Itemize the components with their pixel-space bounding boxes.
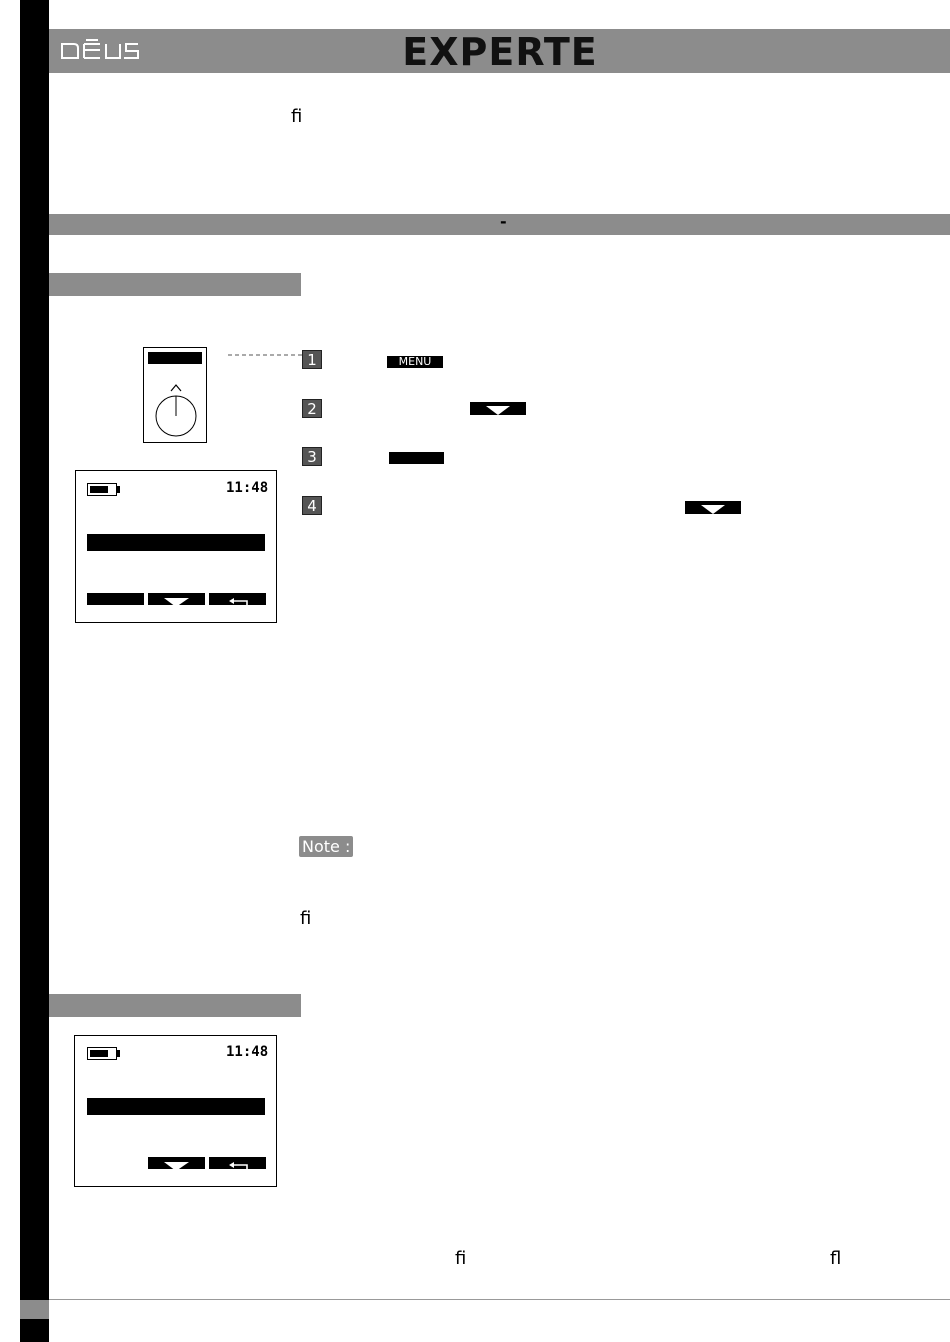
step-badge-2: 2 <box>302 399 322 418</box>
back-arrow-icon <box>209 596 266 608</box>
blank-key <box>389 452 444 464</box>
down-key <box>470 402 526 415</box>
text-fragment: ﬁ <box>300 908 312 929</box>
lcd-softkey-down <box>148 1157 205 1169</box>
device-key <box>148 352 202 364</box>
page-tab <box>20 1300 49 1319</box>
note-label: Note : <box>299 836 353 857</box>
down-arrow-icon <box>148 1160 205 1172</box>
section-separator: - <box>500 212 507 231</box>
subsection-bar <box>49 273 301 296</box>
down-arrow-icon <box>685 503 741 516</box>
knob-icon <box>152 382 200 438</box>
text-fragment: ﬁ <box>455 1248 467 1269</box>
down-key <box>685 501 741 514</box>
left-margin-bar <box>20 0 49 1342</box>
down-arrow-icon <box>470 404 526 417</box>
page-title: EXPERTE <box>402 30 598 74</box>
down-arrow-icon <box>148 596 205 608</box>
step-badge-4: 4 <box>302 496 322 515</box>
lcd-screen <box>75 470 277 623</box>
footer-rule <box>49 1299 950 1300</box>
lcd-softkey-back <box>209 593 266 605</box>
lcd-clock: 11:48 <box>226 480 269 496</box>
lcd-softkey-1 <box>87 593 144 605</box>
leader-line <box>228 352 304 360</box>
battery-icon <box>87 1047 121 1061</box>
menu-key: MENU <box>387 356 443 368</box>
subsection-bar <box>49 994 301 1017</box>
lcd-softkey-down <box>148 593 205 605</box>
step-badge-1: 1 <box>302 350 322 369</box>
step-badge-3: 3 <box>302 447 322 466</box>
lcd-clock: 11:48 <box>226 1044 269 1060</box>
lcd-highlight-bar <box>87 1098 265 1115</box>
back-arrow-icon <box>209 1160 266 1172</box>
text-fragment: ﬂ <box>830 1248 842 1269</box>
lcd-highlight-bar <box>87 534 265 551</box>
device-illustration <box>143 347 207 443</box>
battery-icon <box>87 483 121 497</box>
text-fragment: ﬁ <box>291 106 303 127</box>
lcd-softkey-back <box>209 1157 266 1169</box>
lcd-screen <box>74 1035 277 1187</box>
